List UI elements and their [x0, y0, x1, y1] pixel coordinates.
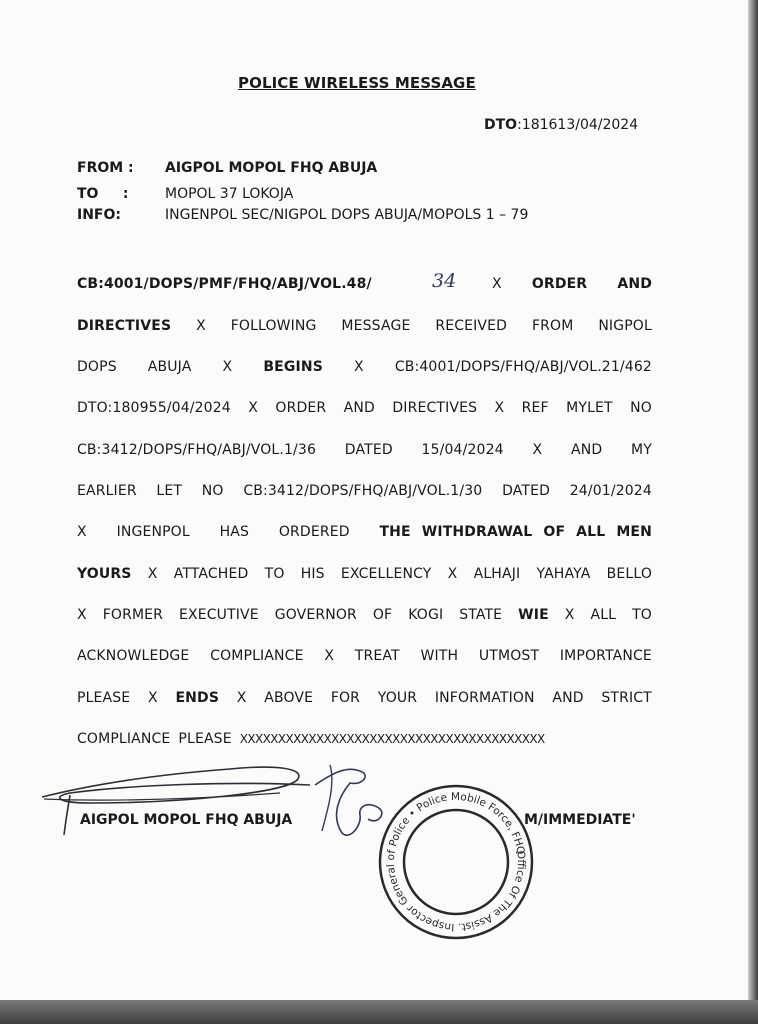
body-word: AND — [343, 400, 375, 416]
body-word: X — [77, 607, 87, 623]
body-word: YAHAYA — [536, 566, 591, 582]
body-word: X — [147, 566, 158, 582]
info-value: INGENPOL SEC/NIGPOL DOPS ABUJA/MOPOLS 1 – 79 — [165, 207, 529, 223]
body-line-4 — [77, 400, 652, 416]
from-label: FROM : — [77, 160, 134, 176]
body-line-3 — [77, 359, 652, 375]
body-word: LET — [156, 483, 183, 499]
body-word: DIRECTIVES — [392, 400, 478, 416]
body-word: X — [354, 359, 364, 375]
body-word: X — [222, 359, 233, 375]
to-label: TO : — [77, 186, 129, 202]
dto-label: DTO — [484, 117, 518, 133]
body-word: AND — [571, 442, 603, 458]
body-word: ORDER — [275, 400, 327, 416]
body-word: ABUJA — [147, 359, 192, 375]
body-word: YOUR — [377, 690, 418, 706]
page-edge-shadow — [748, 0, 758, 1024]
body-line-1 — [77, 276, 652, 292]
body-word: X — [77, 524, 87, 540]
body-word: BELLO — [606, 566, 652, 582]
body-word: KOGI — [408, 607, 444, 623]
body-word: INGENPOL — [116, 524, 190, 540]
svg-text:Office Of The Assist. Inspecto — [376, 782, 536, 942]
dto-value: :181613/04/2024 — [517, 117, 639, 133]
to-value: MOPOL 37 LOKOJA — [165, 186, 294, 202]
body-line-11 — [77, 690, 652, 706]
body-word: X — [494, 400, 505, 416]
priority-marking: M/IMMEDIATE' — [524, 812, 636, 828]
body-word: DTO:180955/04/2024 — [77, 400, 231, 416]
body-word: HAS — [219, 524, 250, 540]
body-word: EARLIER — [77, 483, 137, 499]
body-word: DATED — [344, 442, 393, 458]
document-title: POLICE WIRELESS MESSAGE — [238, 74, 476, 92]
body-word: X — [447, 566, 458, 582]
body-word: NIGPOL — [598, 318, 652, 334]
body-word: CB:4001/DOPS/FHQ/ABJ/VOL.21/462 — [394, 359, 652, 375]
body-word: X — [248, 400, 258, 416]
body-word: IMPORTANCE — [559, 648, 652, 664]
body-word: TO — [264, 566, 285, 582]
body-word: X — [236, 690, 247, 706]
body-word: GOVERNOR — [274, 607, 357, 623]
body-word: BEGINS — [263, 359, 323, 375]
body-line-8 — [77, 566, 652, 582]
page-bottom-shadow — [0, 1000, 758, 1024]
body-word: MESSAGE — [341, 318, 411, 334]
body-word: X — [148, 690, 158, 706]
body-word: STRICT — [601, 690, 652, 706]
body-word: CB:3412/DOPS/FHQ/ABJ/VOL.1/36 — [77, 442, 317, 458]
body-word: WITH — [420, 648, 459, 664]
body-word: X — [196, 318, 206, 334]
body-word: X — [324, 648, 335, 664]
stamp-text: Office Of The Assist. Inspector General of Police • Police Mobile Force, FHQ — [384, 790, 528, 933]
dto-reference — [484, 117, 638, 133]
body-word: 15/04/2024 — [421, 442, 504, 458]
body-word: UTMOST — [478, 648, 540, 664]
body-word: INFORMATION — [434, 690, 535, 706]
body-word: WIE — [518, 607, 549, 623]
end-filler-x: XXXXXXXXXXXXXXXXXXXXXXXXXXXXXXXXXXXXXXXX — [239, 732, 545, 746]
body-word: MYLET — [566, 400, 613, 416]
body-word: DOPS — [77, 359, 117, 375]
body-word: ORDER — [531, 276, 588, 292]
body-word: AND — [552, 690, 584, 706]
body-word: DIRECTIVES — [77, 318, 172, 334]
body-word: ALHAJI — [473, 566, 521, 582]
body-word: NO — [201, 483, 224, 499]
body-line-6 — [77, 483, 652, 499]
body-word: DATED — [502, 483, 551, 499]
body-word: CB:3412/DOPS/FHQ/ABJ/VOL.1/30 — [243, 483, 483, 499]
handwritten-number: 34 — [432, 270, 457, 292]
body-word: ENDS — [175, 690, 220, 706]
body-word: X — [491, 276, 502, 292]
body-word: AND — [617, 276, 652, 292]
body-word: ATTACHED — [173, 566, 249, 582]
body-word: PLEASE — [77, 690, 131, 706]
body-word: ABOVE — [264, 690, 314, 706]
body-word: YOURS — [77, 566, 132, 582]
body-word: X — [532, 442, 543, 458]
signature-scrawl — [30, 745, 390, 845]
body-word: FROM — [531, 318, 574, 334]
body-word: PLEASE — [178, 731, 232, 747]
body-word: RECEIVED — [435, 318, 508, 334]
from-value: AIGPOL MOPOL FHQ ABUJA — [165, 160, 378, 176]
body-word: X — [564, 607, 575, 623]
body-phrase: THE WITHDRAWAL OF ALL MEN — [379, 524, 652, 540]
body-word: STATE — [459, 607, 503, 623]
official-stamp — [376, 782, 536, 942]
body-word: REF — [521, 400, 549, 416]
body-word: MY — [631, 442, 652, 458]
body-line-7 — [77, 524, 652, 540]
sender-signature-line: AIGPOL MOPOL FHQ ABUJA — [80, 812, 293, 828]
body-word: FOLLOWING — [230, 318, 317, 334]
body-word: COMPLIANCE — [77, 731, 171, 747]
body-word: EXECUTIVE — [179, 607, 259, 623]
cb-reference: CB:4001/DOPS/PMF/FHQ/ABJ/VOL.48/ — [77, 276, 372, 292]
body-word: NO — [630, 400, 652, 416]
body-word: HIS — [300, 566, 325, 582]
body-word: ALL — [590, 607, 617, 623]
body-word: ORDERED — [278, 524, 350, 540]
body-line-5 — [77, 442, 652, 458]
body-line-9 — [77, 607, 652, 623]
body-line-10 — [77, 648, 652, 664]
body-line-2 — [77, 318, 652, 334]
body-word: EXCELLENCY — [340, 566, 432, 582]
body-word: ACKNOWLEDGE — [77, 648, 190, 664]
body-word: FOR — [330, 690, 361, 706]
body-word: 24/01/2024 — [569, 483, 652, 499]
body-word: TO — [632, 607, 652, 623]
body-word: FORMER — [102, 607, 164, 623]
body-word: TREAT — [354, 648, 400, 664]
body-word: COMPLIANCE — [210, 648, 304, 664]
body-word: OF — [372, 607, 393, 623]
info-label: INFO: — [77, 207, 121, 223]
